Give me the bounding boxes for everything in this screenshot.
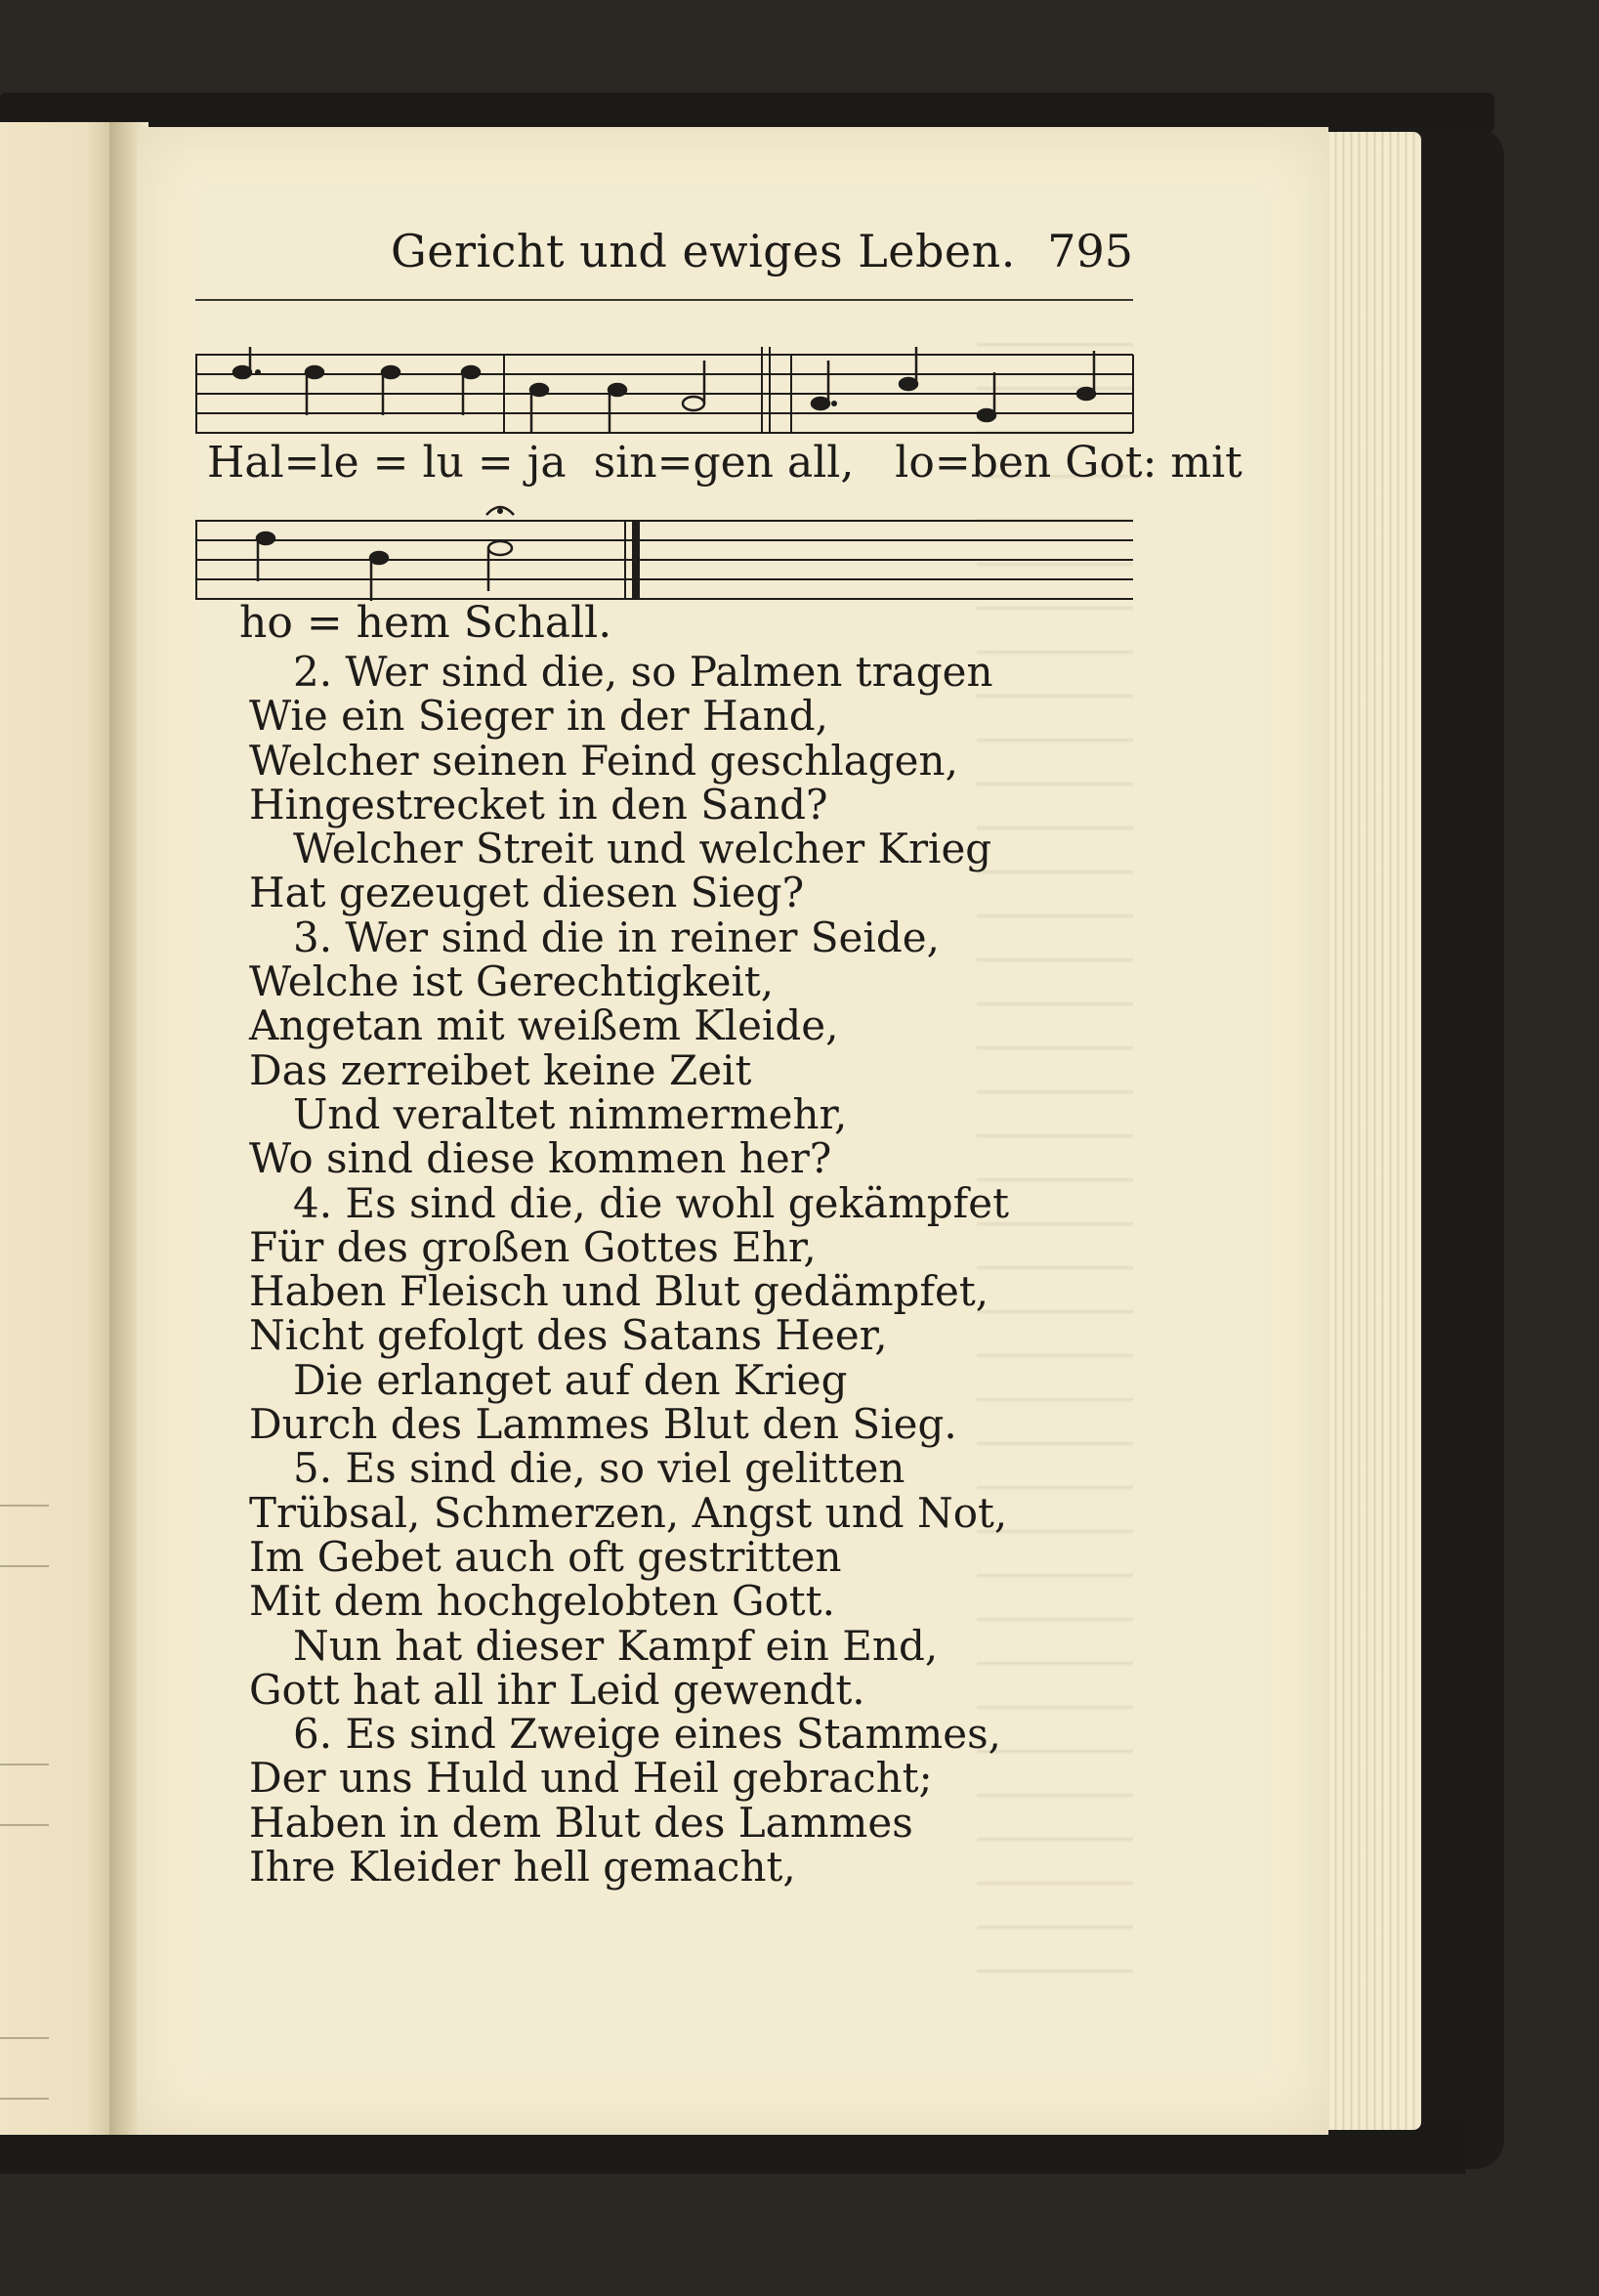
verse-line: Haben in dem Blut des Lammes [249,1798,913,1847]
verse-line: Welcher Streit und welcher Krieg [293,825,992,873]
page-title: Gericht und ewiges Leben. [391,225,1016,277]
verse-line: Der uns Huld und Heil gebracht; [249,1754,933,1803]
verse-line: 6. Es sind Zweige eines Stammes, [293,1710,1001,1759]
verse-line: Welcher seinen Feind geschlagen, [249,736,958,785]
verse-line: Durch des Lammes Blut den Sieg. [249,1400,957,1449]
running-head [254,225,1133,283]
verse-line: Wie ein Sieger in der Hand, [249,692,828,741]
verse-line: 5. Es sind die, so viel gelitten [293,1444,905,1493]
ghost-staff-fragment [0,1764,49,1826]
verse-line: 3. Wer sind die in reiner Seide, [293,913,940,961]
verse-line: Angetan mit weißem Kleide, [249,1001,839,1050]
verse-line: Nicht gefolgt des Satans Heer, [249,1311,888,1360]
ghost-staff-fragment [0,2037,49,2100]
verse-line: Und veraltet nimmermehr, [293,1089,848,1138]
verse-line: Ihre Kleider hell gemacht, [249,1843,796,1892]
verse-line: Hat gezeuget diesen Sieg? [249,869,805,917]
verse-line: Die erlanget auf den Krieg [293,1355,848,1404]
verse-line: 4. Es sind die, die wohl gekämpfet [293,1178,1009,1227]
verse-line: Wo sind diese kommen her? [249,1134,832,1183]
verse-line: Trübsal, Schmerzen, Angst und Not, [249,1488,1008,1537]
hymn-verses [249,648,1128,1892]
verse-line: Welche ist Gerechtigkeit, [249,957,775,1006]
music-staff-2 [195,503,1138,611]
lyrics-line-1: Hal=le = lu = ja sin=gen all, lo=ben Got: mit [207,438,1242,488]
verse-line: Für des großen Gottes Ehr, [249,1222,817,1271]
verse-line: Im Gebet auch oft gestritten [249,1532,842,1581]
lyrics-line-2: ho = hem Schall. [239,598,612,648]
music-staff-1 [195,347,1138,445]
ghost-staff-fragment [0,1505,49,1567]
verse-line: Das zerreibet keine Zeit [249,1045,752,1094]
verse-line: Gott hat all ihr Leid gewendt. [249,1665,865,1714]
facing-page-edge [0,122,122,2135]
verse-line: Hingestrecket in den Sand? [249,780,828,829]
verse-line: Nun hat dieser Kampf ein End, [293,1621,939,1670]
verse-line: Haben Fleisch und Blut gedämpfet, [249,1267,989,1316]
verse-line: Mit dem hochgelobten Gott. [249,1577,835,1626]
page-edges [1314,132,1421,2130]
header-rule [195,299,1133,301]
book-cover-top [0,93,1494,132]
page-number: 795 [1047,225,1133,277]
verse-line: 2. Wer sind die, so Palmen tragen [293,648,993,696]
